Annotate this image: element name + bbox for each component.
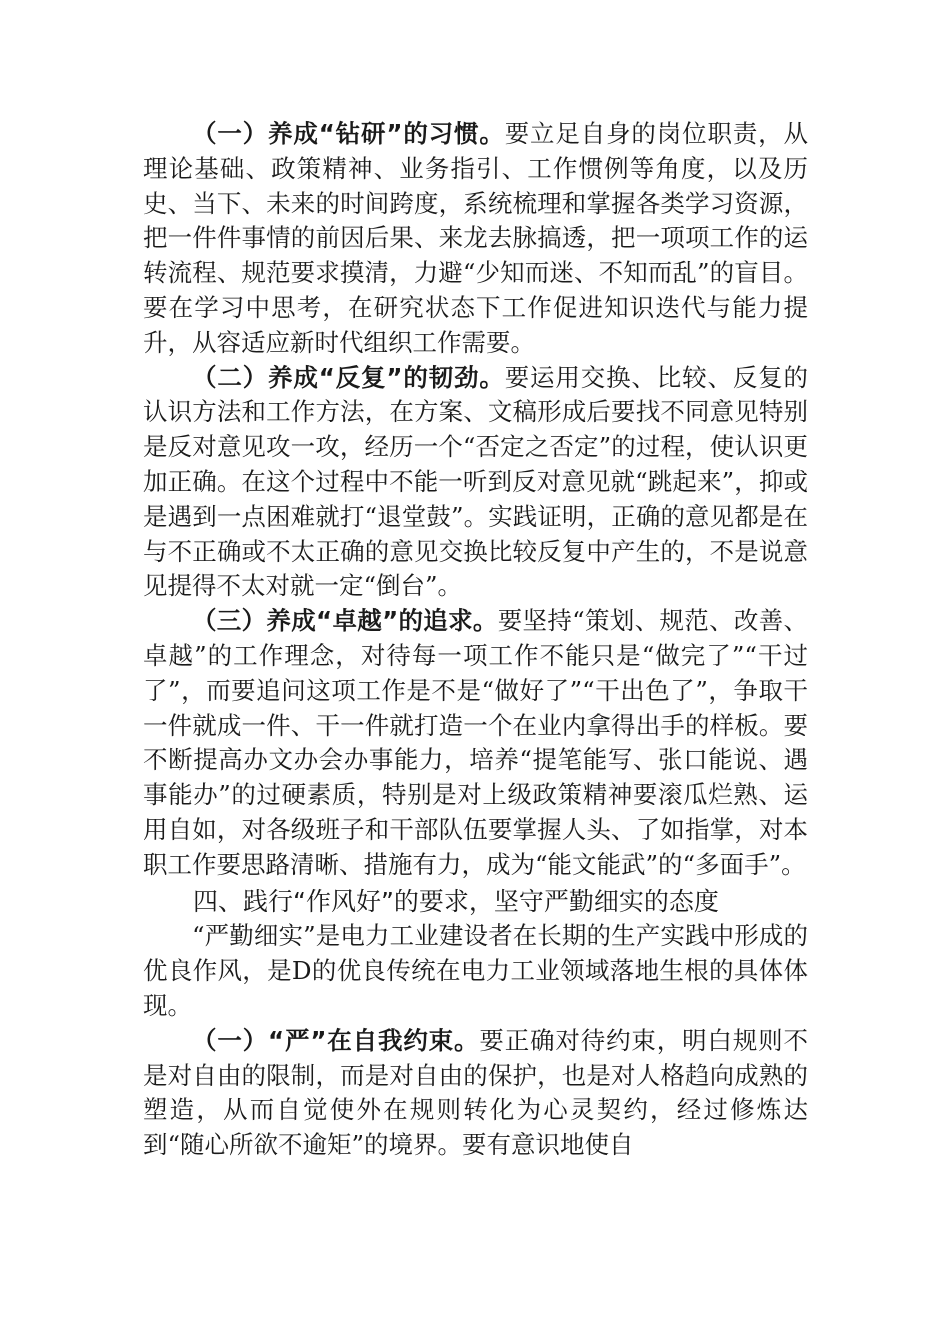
paragraph-section-intro [143, 919, 808, 1023]
paragraph-lead: （一）“严”在自我约束。 [192, 1025, 480, 1055]
paragraph-text: 要立足自身的岗位职责，从理论基础、政策精神、业务指引、工作惯例等角度，以及历史、当下、未来的时间跨度，系统梳理和掌握各类学习资源，把一件件事情的前因后果、来龙去脉搞透，把一项项工作的运转流程、规范要求摸清，力避“少知而迷、不知而乱”的盲目。要在学习中思考，在研究状态下工作促进知识迭代与能力提升，从容适应新时代组织工作需要。 [143, 119, 809, 357]
paragraph-repetition-tenacity [143, 361, 808, 605]
paragraph-lead: （二）养成“反复”的韧劲。 [192, 362, 505, 392]
paragraph-text: 要运用交换、比较、反复的认识方法和工作方法，在方案、文稿形成后要找不同意见特别是反对意见攻一攻，经历一个“否定之否定”的过程，使认识更加正确。在这个过程中不能一听到反对意见就“跳起来”，抑或是遇到一点困难就打“退堂鼓”。实践证明，正确的意见都是在与不正确或不太正确的意见交换比较反复中产生的，不是说意见提得不太对就一定“倒台”。 [143, 362, 809, 601]
paragraph-lead: （一）养成“钻研”的习惯。 [192, 119, 505, 148]
paragraph-text: 要坚持“策划、规范、改善、卓越”的工作理念，对待每一项工作不能只是“做完了”“干过了”，而要追问这项工作是不是“做好了”“干出色了”，争取干一件就成一件、干一件就打造一个在业内拿得出手的样板。要不断提高办文办会办事能力，培养“提笔能写、张口能说、遇事能办”的过硬素质，特别是对上级政策精神要滚瓜烂熟、运用自如，对各级班子和干部队伍要掌握人头、了如指掌，对本职工作要思路清晰、措施有力，成为“能文能武”的“多面手”。 [143, 606, 809, 879]
paragraph-study-habit [143, 117, 808, 361]
paragraph-lead: （三）养成“卓越”的追求。 [192, 606, 498, 636]
paragraph-text: 要正确对待约束，明白规则不是对自由的限制，而是对自由的保护，也是对人格趋向成熟的塑造，从而自觉使外在规则转化为心灵契约，经过修炼达到“随心所欲不逾矩”的境界。要有意识地使自 [143, 1025, 809, 1160]
paragraph-excellence-pursuit [143, 604, 808, 882]
paragraph-strict-self-discipline [143, 1024, 808, 1163]
document-body [143, 117, 808, 1163]
section-heading: 四、践行“作风好”的要求，坚守严勤细实的态度 [193, 886, 719, 916]
paragraph-text: “严勤细实”是电力工业建设者在长期的生产实践中形成的优良作风，是D的优良传统在电力工业领域落地生根的具体体现。 [143, 921, 808, 1020]
